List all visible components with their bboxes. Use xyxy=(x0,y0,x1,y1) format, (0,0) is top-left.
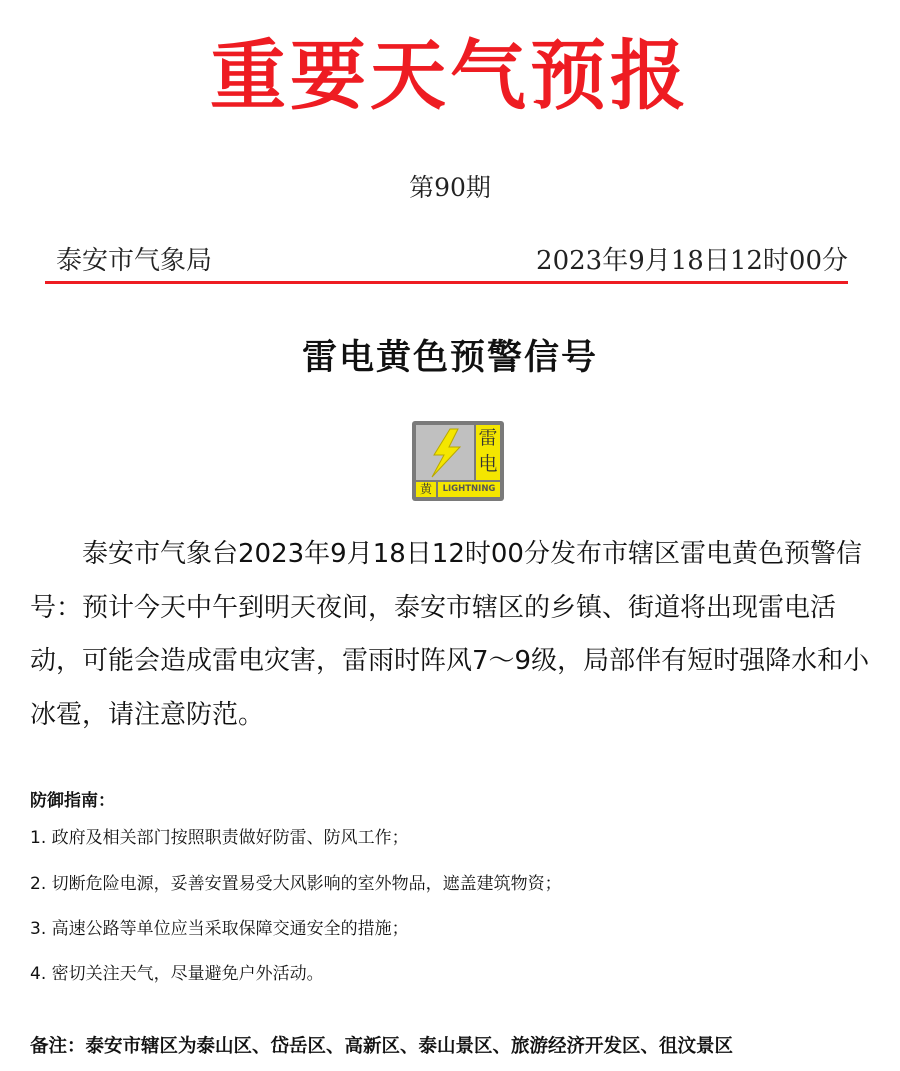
guide-item: 3. 高速公路等单位应当采取保障交通安全的措施； xyxy=(30,919,409,939)
guide-item: 2. 切断危险电源，妥善安置易受大风影响的室外物品，遮盖建筑物资； xyxy=(30,874,562,894)
guide-item: 1. 政府及相关部门按照职责做好防雷、防风工作； xyxy=(30,828,409,848)
badge-char-1: 雷 xyxy=(478,427,498,449)
header-divider xyxy=(45,281,848,284)
issue-number: 第90期 xyxy=(409,173,491,202)
badge-english: LIGHTNING xyxy=(438,482,500,497)
badge-level: 黄 xyxy=(416,482,436,497)
warning-heading: 雷电黄色预警信号 xyxy=(301,337,598,378)
note: 备注：泰安市辖区为泰山区、岱岳区、高新区、泰山景区、旅游经济开发区、徂汶景区 xyxy=(30,1036,734,1057)
guide-title: 防御指南： xyxy=(30,791,115,811)
issue-datetime: 2023年9月18日12时00分 xyxy=(536,246,848,276)
warning-body: 泰安市气象台2023年9月18日12时00分发布市辖区雷电黄色预警信号：预计今天中午到明天夜间，泰安市辖区的乡镇、街道将出现雷电活动，可能会造成雷电灾害，雷雨时阵风7～9级，局部伴有短时强降水和小冰雹，请注意防范。 xyxy=(30,539,870,730)
guide-item: 4. 密切关注天气，尽量避免户外活动。 xyxy=(30,964,324,984)
lightning-icon xyxy=(416,425,474,480)
issuer-name: 泰安市气象局 xyxy=(56,246,213,276)
badge-char-2: 电 xyxy=(478,453,498,475)
badge-characters xyxy=(476,425,500,480)
document-title: 重要天气预报 xyxy=(210,31,690,120)
warning-signal-badge xyxy=(412,421,504,501)
